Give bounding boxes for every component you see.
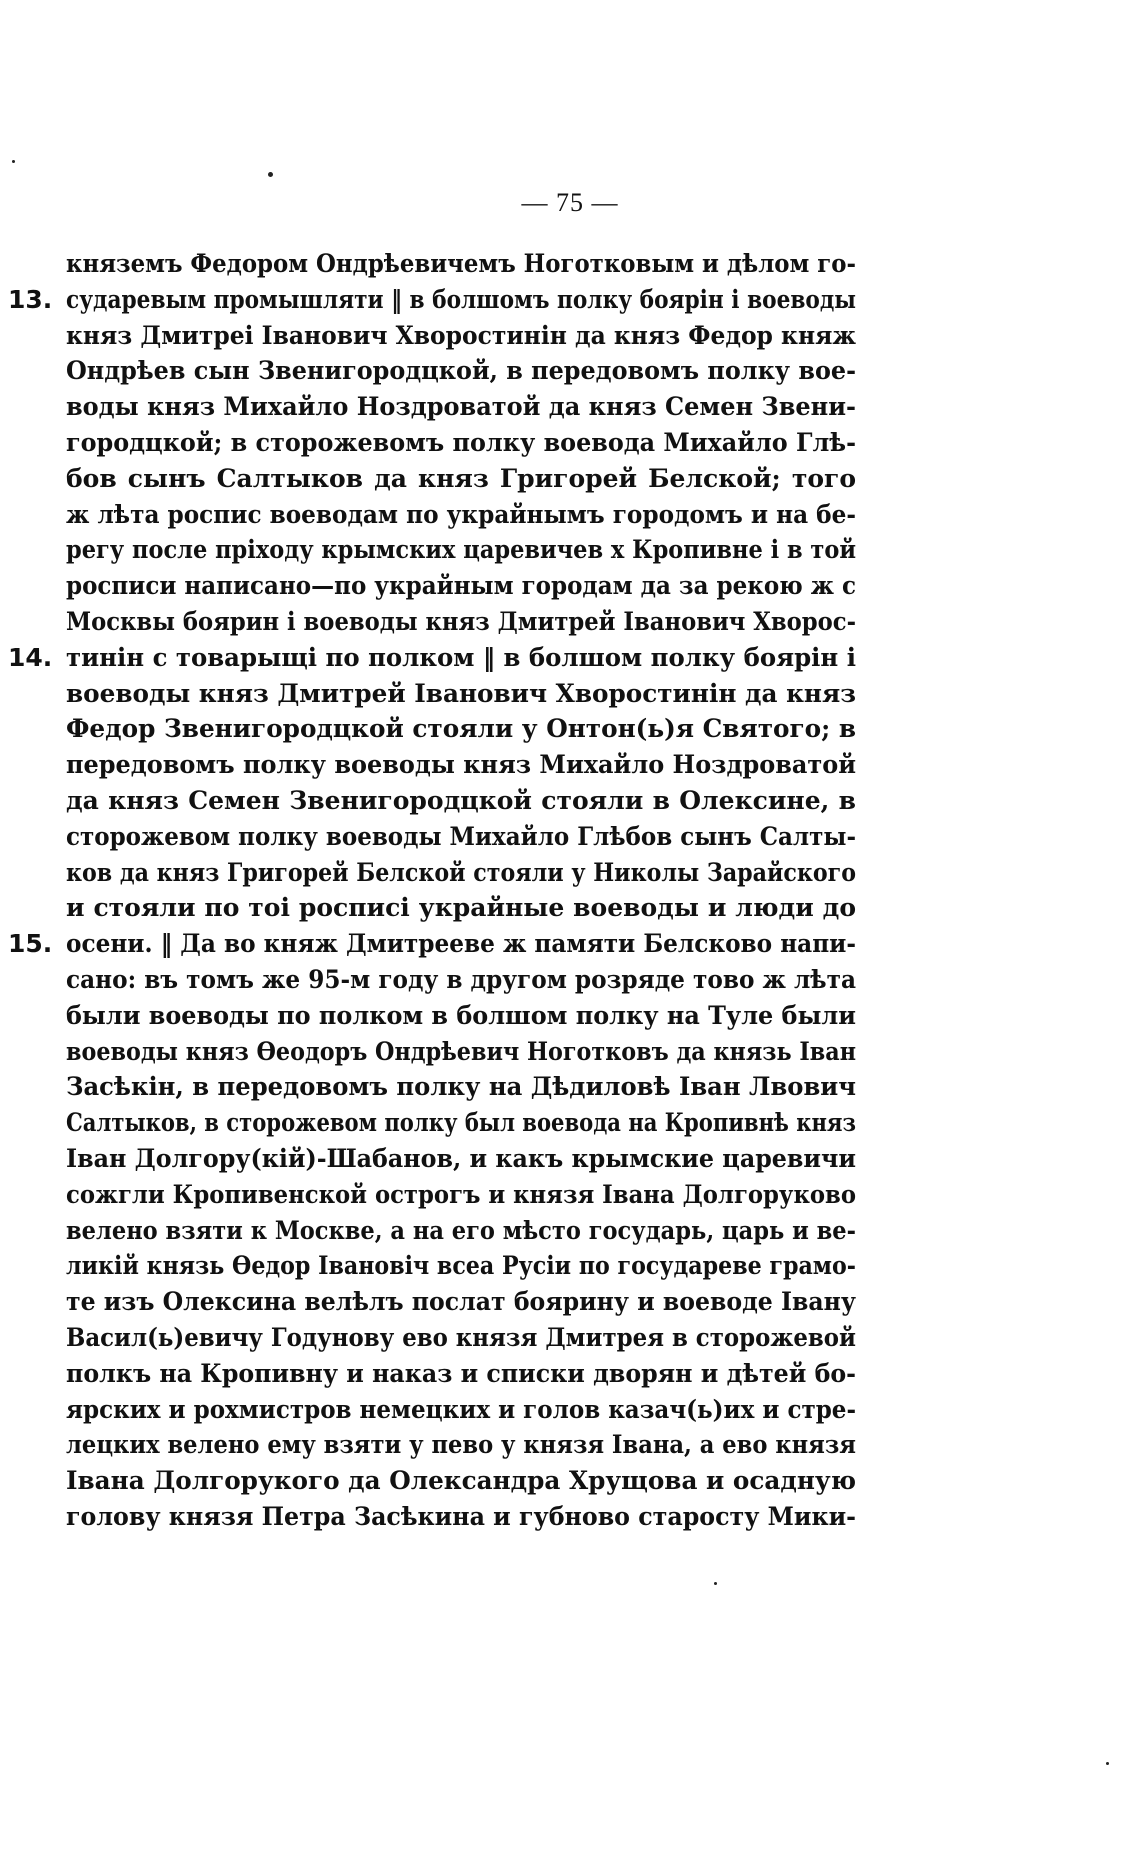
text-line [66,568,856,604]
text-line-content: бов сынъ Салтыков да княз Григорей Белской; того [66,463,856,493]
text-line-content: да княз Семен Звенигородцкой стояли в Олексине, в [66,785,856,815]
text-line-content: воеводы княз Дмитрей Іванович Хворостинін да княз [66,678,856,708]
text-line [66,318,856,354]
text-line-content: те изъ Олексина велѣлъ послат боярину и воеводе Івану [66,1287,856,1317]
text-line [8,282,856,318]
text-line-content: воеводы княз Өеодоръ Ондрѣевич Ноготковъ да князь Іван [66,1036,856,1066]
text-line [66,1284,856,1320]
text-line [66,747,856,783]
text-line [66,497,856,533]
text-line-content: городцкой; в сторожевомъ полку воевода Михайло Глѣ- [66,427,856,457]
section-marker: 13. [8,284,53,314]
scan-speck [268,172,273,177]
text-line-content: воды княз Михайло Ноздроватой да княз Семен Звени- [66,392,856,422]
text-line-content: осени. ‖ Да во княж Дмитрееве ж памяти Белсково напи- [66,929,856,959]
text-line-content: ж лѣта роспис воеводам по украйнымъ городомъ и на бе- [66,499,856,529]
text-line [66,1463,856,1499]
text-line-content: Засѣкін, в передовомъ полку на Дѣдиловѣ Іван Лвович [66,1072,856,1102]
text-line [66,855,856,891]
text-line [66,1105,856,1141]
text-line-content: сано: въ томъ же 95-м году в другом розряде тово ж лѣта [66,964,856,994]
text-line-content: Салтыков, в сторожевом полку был воевода на Кропивнѣ княз [66,1108,856,1138]
text-line [66,962,856,998]
text-line-content: Іван Долгору(кій)-Шабанов, и какъ крымские царевичи [66,1143,856,1173]
text-line-content: ков да княз Григорей Белской стояли у Николы Зарайского [66,857,856,887]
text-line [66,1177,856,1213]
section-marker: 14. [8,642,53,672]
text-line-content: были воеводы по полком в болшом полку на Туле были [66,1000,856,1030]
text-line [8,640,856,676]
text-line [8,926,856,962]
text-line-content: ярских и рохмистров немецких и голов казач(ь)их и стре- [66,1394,856,1424]
text-line [66,425,856,461]
text-line-content: Москвы боярин і воеводы княз Дмитрей Іванович Хворос- [66,606,856,636]
text-line [66,1356,856,1392]
text-line-content: росписи написано—по украйным городам да за рекою ж с [66,571,856,601]
text-line [66,711,856,747]
text-line [66,1320,856,1356]
text-line-content: сторожевом полку воеводы Михайло Глѣбов сынъ Салты- [66,821,856,851]
text-line [66,1034,856,1070]
text-line-content: Івана Долгорукого да Олександра Хрущова и осадную [66,1466,856,1496]
text-line [66,1069,856,1105]
text-line-content: княз Дмитреі Іванович Хворостинін да княз Федор княж [66,320,856,350]
text-line-content: княземъ Федором Ондрѣевичемъ Ноготковым и дѣлом го- [66,249,856,278]
text-line [66,1213,856,1249]
main-text-block [8,246,856,1535]
text-line-content: Васил(ь)евичу Годунову ево князя Дмитрея в сторожевой [66,1322,856,1352]
text-line [66,532,856,568]
text-line-content: полкъ на Кропивну и наказ и списки дворян и дѣтей бо- [66,1358,856,1388]
scan-speck [12,160,15,163]
text-line-content: лецких велено ему взяти у пево у князя Івана, а ево князя [66,1430,856,1460]
text-line-content: тинін с товарыщі по полком ‖ в болшом полку боярін і [66,642,856,672]
scan-speck [714,1582,717,1585]
text-line [66,246,856,282]
page-number: — 75 — [521,188,619,217]
text-line-content: сударевым промышляти ‖ в болшомъ полку боярін і воеводы [66,284,856,314]
text-line [66,604,856,640]
text-line [66,1392,856,1428]
text-line [66,890,856,926]
scan-speck [1106,1762,1109,1765]
text-line [66,998,856,1034]
text-line-content: Ондрѣев сын Звенигородцкой, в передовомъ полку вое- [66,356,856,386]
text-line-content: сожгли Кропивенской острогъ и князя Івана Долгоруково [66,1179,856,1209]
text-line-content: Федор Звенигородцкой стояли у Онтон(ь)я Святого; в [66,714,856,744]
text-line [66,389,856,425]
text-line [66,676,856,712]
section-marker: 15. [8,929,53,959]
text-line [66,1248,856,1284]
text-line [66,783,856,819]
text-line [66,1141,856,1177]
text-line [66,461,856,497]
text-line-content: велено взяти к Москве, а на его мѣсто государь, царь и ве- [66,1215,856,1245]
text-line [66,353,856,389]
text-line-content: регу после пріходу крымских царевичев х Кропивне і в той [66,535,856,565]
text-line-content: голову князя Петра Засѣкина и губново старосту Мики- [66,1501,856,1531]
text-line [66,1427,856,1463]
text-line [66,819,856,855]
text-line [66,1499,856,1535]
text-line-content: передовомъ полку воеводы княз Михайло Ноздроватой [66,750,856,780]
text-line-content: и стояли по тоі росписі украйные воеводы и люди до [66,893,856,923]
text-line-content: ликій князь Өедор Івановіч всеа Русіи по государеве грамо- [66,1251,856,1281]
